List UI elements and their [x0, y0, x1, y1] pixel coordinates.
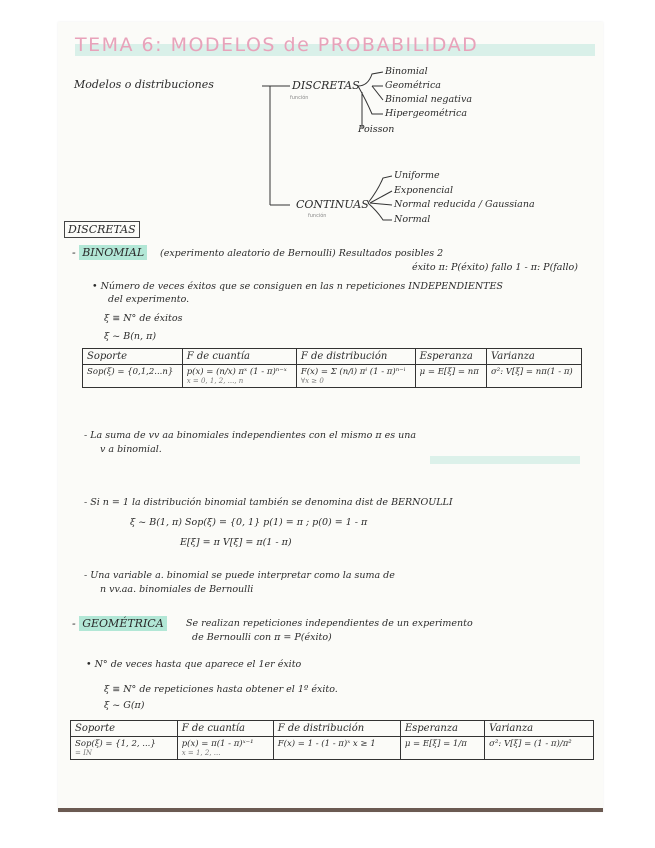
binomial-bullet-1: • Número de veces éxitos que se consiguen en las n repeticiones INDEPENDIENTES	[92, 281, 503, 292]
geometrica-th-varianza: Varianza	[485, 721, 594, 737]
binomial-desc-1: (experimento aleatorio de Bernoulli) Resultados posibles 2	[160, 248, 444, 259]
binomial-heading: - BINOMIAL	[72, 246, 147, 259]
binomial-td-cuantia: p(x) = (n/x) πˣ (1 - π)ⁿ⁻ˣ x = 0, 1, 2, ..., n	[182, 365, 296, 388]
binomial-note-1: - La suma de vv aa binomiales independientes con el mismo π es una	[84, 430, 417, 441]
continuas-item-uniforme: Uniforme	[394, 170, 440, 181]
binomial-def-1: ξ ≡ N° de éxitos	[104, 313, 183, 324]
geometrica-th-cuantia: F de cuantía	[177, 721, 273, 737]
page-title: TEMA 6: MODELOS de PROBABILIDAD	[75, 34, 479, 56]
binomial-th-distribucion: F de distribución	[296, 349, 415, 365]
continuas-item-normal: Normal	[394, 214, 431, 225]
binomial-desc-2: éxito π: P(éxito) fallo 1 - π: P(fallo)	[412, 262, 578, 273]
geometrica-td-distribucion: F(x) = 1 - (1 - π)ˣ x ≥ 1	[273, 737, 400, 760]
binomial-bullet-1-cont: del experimento.	[108, 294, 190, 305]
discretas-item-hipergeometrica: Hipergeométrica	[385, 108, 468, 119]
binomial-def-2: ξ ~ B(n, π)	[104, 331, 157, 342]
binomial-note-3-cont: n vv.aa. binomiales de Bernoulli	[100, 584, 254, 595]
faint-highlight	[430, 456, 580, 464]
discretas-note: función	[290, 95, 309, 101]
binomial-label: BINOMIAL	[79, 245, 147, 260]
geometrica-td-esperanza: μ = E[ξ] = 1/π	[400, 737, 484, 760]
binomial-th-soporte: Soporte	[83, 349, 183, 365]
bernoulli-line-1: ξ ~ B(1, π) Sop(ξ) = {0, 1} p(1) = π ; p(0) = 1 - π	[130, 517, 368, 528]
continuas-label: CONTINUAS	[296, 198, 369, 211]
geometrica-heading: - GEOMÉTRICA	[72, 617, 167, 630]
discretas-item-binomial-negativa: Binomial negativa	[385, 94, 472, 105]
binomial-note-2: - Si n = 1 la distribución binomial también se denomina dist de BERNOULLI	[84, 497, 453, 508]
geometrica-bullet-1: • N° de veces hasta que aparece el 1er éxito	[86, 659, 302, 670]
geometrica-label: GEOMÉTRICA	[79, 616, 166, 631]
geometrica-th-distribucion: F de distribución	[273, 721, 400, 737]
overview-intro: Modelos o distribuciones	[74, 78, 214, 91]
discretas-item-geometrica: Geométrica	[385, 80, 441, 91]
binomial-table-row	[83, 365, 582, 388]
binomial-note-1-cont: v a binomial.	[100, 444, 162, 455]
binomial-td-distribucion: F(x) = Σ (n/i) πⁱ (1 - π)ⁿ⁻ⁱ ∀x ≥ 0	[296, 365, 415, 388]
discretas-item-poisson: Poisson	[358, 124, 395, 135]
discretas-item-binomial: Binomial	[385, 66, 428, 77]
geometrica-table	[70, 720, 594, 760]
discretas-label: DISCRETAS	[292, 79, 360, 92]
binomial-table	[82, 348, 582, 388]
geometrica-def-1: ξ ≡ N° de repeticiones hasta obtener el 1º éxito.	[104, 684, 338, 695]
geometrica-desc-1: Se realizan repeticiones independientes de un experimento	[186, 618, 473, 629]
section-discretas: DISCRETAS	[64, 221, 140, 238]
binomial-td-varianza: σ²: V[ξ] = nπ(1 - π)	[487, 365, 582, 388]
binomial-th-esperanza: Esperanza	[415, 349, 486, 365]
binomial-td-soporte: Sop(ξ) = {0,1,2...n}	[83, 365, 183, 388]
geometrica-td-cuantia: p(x) = π(1 - π)ˣ⁻¹ x = 1, 2, ...	[177, 737, 273, 760]
geometrica-th-soporte: Soporte	[71, 721, 178, 737]
continuas-note: función	[308, 213, 327, 219]
binomial-td-esperanza: μ = E[ξ] = nπ	[415, 365, 486, 388]
continuas-item-exponencial: Exponencial	[394, 185, 454, 196]
binomial-table-header	[83, 349, 582, 365]
geometrica-td-varianza: σ²: V[ξ] = (1 - π)/π²	[485, 737, 594, 760]
geometrica-td-soporte: Sop(ξ) = {1, 2, ...} = IN	[71, 737, 178, 760]
bernoulli-line-2: E[ξ] = π V[ξ] = π(1 - π)	[180, 537, 292, 548]
geometrica-table-header	[71, 721, 594, 737]
continuas-item-normal-reducida: Normal reducida / Gaussiana	[394, 199, 535, 210]
geometrica-desc-2: de Bernoulli con π = P(éxito)	[192, 632, 332, 643]
geometrica-th-esperanza: Esperanza	[400, 721, 484, 737]
binomial-th-varianza: Varianza	[487, 349, 582, 365]
geometrica-table-row	[71, 737, 594, 760]
binomial-th-cuantia: F de cuantía	[182, 349, 296, 365]
geometrica-def-2: ξ ~ G(π)	[104, 700, 145, 711]
binomial-note-3: - Una variable a. binomial se puede interpretar como la suma de	[84, 570, 395, 581]
